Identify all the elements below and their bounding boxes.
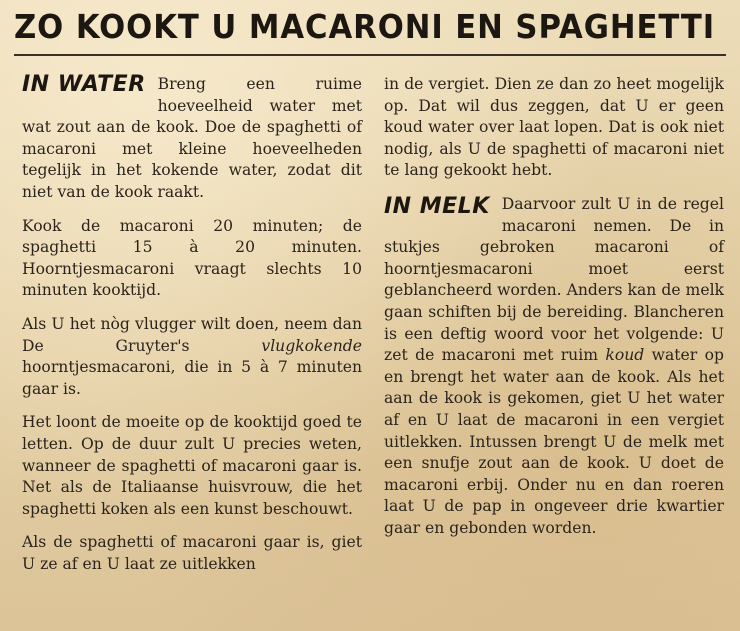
left-paragraph-3-end: hoorntjesmacaroni, die in 5 à 7 minuten gaar is. bbox=[22, 358, 362, 398]
right-column bbox=[384, 74, 724, 539]
left-paragraph-3-italic: vlugkokende bbox=[261, 336, 362, 355]
right-paragraph-2-italic: koud bbox=[605, 346, 645, 365]
subhead-in-melk: IN MELK bbox=[384, 193, 490, 219]
left-paragraph-3 bbox=[22, 314, 362, 400]
subhead-in-water: IN WATER bbox=[22, 72, 146, 97]
left-paragraph-5: Als de spaghetti of macaroni gaar is, giet U ze af en U laat ze uitlekken bbox=[22, 533, 362, 573]
right-paragraph-2 bbox=[384, 194, 724, 540]
left-paragraph-3-start: Als U het nòg vlugger wilt doen, neem dan De Gruyter's bbox=[22, 314, 362, 355]
left-paragraph-4: Het loont de moeite op de kooktijd goed te letten. Op de duur zult U precies weten, wanneer de spaghetti of macaroni gaar is. Net als de Italiaanse huisvrouw, die het spaghetti koken als een kunst beschouwt. bbox=[22, 413, 362, 518]
right-paragraph-2-start: Daarvoor zult U in de regel macaroni nemen. De in stukjes gebroken macaroni of hoorntjesmacaroni moet eerst geblancheerd worden. Anders kan de melk gaan schiften bij de bereiding. Blancheren is een deftig woord voor het volgende: U zet de macaroni met ruim bbox=[384, 194, 724, 365]
right-paragraph-2-end: water op en brengt het water aan de kook. Als het aan de kook is gekomen, giet U het water af en U laat de macaroni in een vergiet uitlekken. Intussen brengt U de melk met een snufje zout aan de kook. U doet de macaroni erbij. Onder nu en dan roeren laat U de pap in ongeveer drie kwartier gaar en gebonden worden. bbox=[384, 346, 724, 537]
right-paragraph-1: in de vergiet. Dien ze dan zo heet mogelijk op. Dat wil dus zeggen, dat U er geen koud water over laat lopen. Dat is ook niet nodig, als U de spaghetti of macaroni niet te lang gekookt hebt. bbox=[384, 75, 724, 180]
left-paragraph-2: Kook de macaroni 20 minuten; de spaghetti 15 à 20 minuten. Hoorntjesmacaroni vraagt slechts 10 minuten kooktijd. bbox=[22, 216, 362, 300]
headline: ZO KOOKT U MACARONI EN SPAGHETTI bbox=[14, 7, 716, 46]
left-column bbox=[22, 74, 362, 575]
left-paragraph-1 bbox=[22, 74, 362, 204]
left-paragraph-1-text: Breng een ruime hoeveelheid water met wat zout aan de kook. Doe de spaghetti of macaroni met kleine hoeveelheden tegelijk in het kokende water, zodat dit niet van de kook raakt. bbox=[22, 75, 362, 201]
headline-rule bbox=[14, 54, 726, 56]
